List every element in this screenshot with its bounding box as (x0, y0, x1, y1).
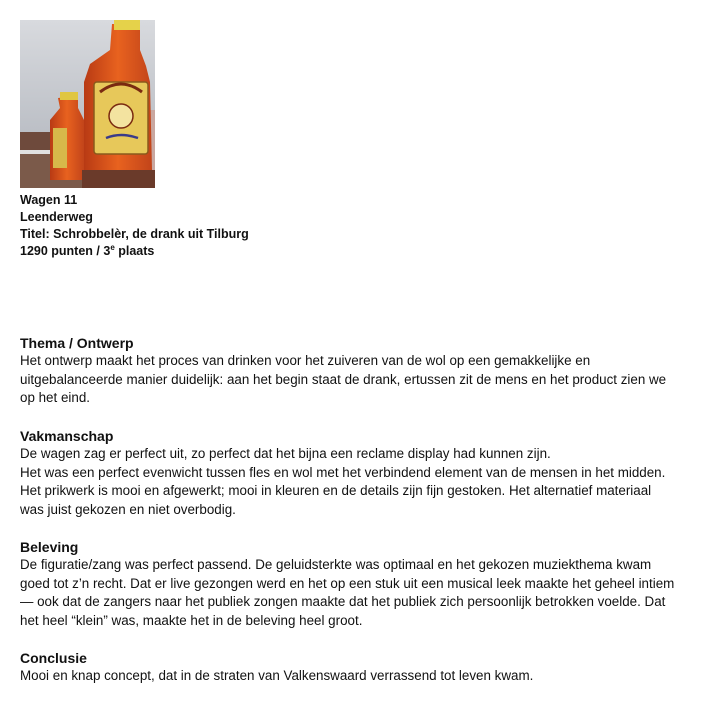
wagon-header (20, 192, 249, 260)
section-heading: Beleving (20, 539, 79, 555)
section-heading: Conclusie (20, 650, 87, 666)
section-beleving (20, 538, 685, 630)
section-conclusie (20, 649, 685, 686)
body-line: was juist gekozen en niet overbodig. (20, 501, 236, 517)
body-line: op het eind. (20, 390, 90, 405)
body-line: uitgebalanceerde manier duidelijk: aan het begin staat de drank, ertussen zit de mens en het product zien we (20, 371, 667, 387)
body-line: — ook dat de zangers naar het publiek zongen maakte dat het publiek zich persoonlijk betrokken voelde. Dat (20, 594, 666, 609)
wagon-street: Leenderweg (20, 210, 93, 224)
section-heading: Thema / Ontwerp (20, 335, 134, 351)
section-heading: Vakmanschap (20, 428, 114, 444)
body-line: De wagen zag er perfect uit, zo perfect dat het bijna een reclame display had kunnen zijn. (20, 446, 551, 461)
body-line: Het ontwerp maakt het proces van drinken voor het zuiveren van de wol op een gemakkelijke en (20, 353, 591, 368)
body-line: Het prikwerk is mooi en afgewerkt; mooi in kleuren en de details zijn fijn gestoken. Het alternatief materiaal (20, 483, 652, 498)
score-points: 1290 punten / 3 (20, 244, 111, 258)
section-body (20, 556, 685, 630)
wagon-score (20, 243, 249, 260)
body-line: goed tot z’n recht. Dat er live gezongen werd en het op een stuk uit een musical leek maakte het geheel intiem (20, 575, 675, 591)
section-thema-ontwerp (20, 334, 685, 408)
wagon-number: Wagen 11 (20, 193, 78, 207)
bottle-float-image (20, 20, 155, 188)
body-line: Het was een perfect evenwicht tussen fles en wol met het verbindend element van de mensen in het midden. (20, 464, 666, 480)
section-vakmanschap (20, 427, 685, 519)
float-photo (20, 20, 155, 188)
place-suffix: plaats (114, 244, 155, 258)
place-superscript: e (110, 243, 115, 252)
body-line: De figuratie/zang was perfect passend. De geluidsterkte was optimaal en het gekozen muziekthema kwam (20, 557, 652, 572)
section-body (20, 667, 685, 686)
section-body (20, 445, 685, 519)
body-line: Mooi en knap concept, dat in de straten van Valkenswaard verrassend tot leven kwam. (20, 668, 534, 683)
wagon-title: Titel: Schrobbelèr, de drank uit Tilburg (20, 227, 249, 241)
body-line: het heel “klein” was, maakte het in de beleving heel groot. (20, 612, 363, 628)
section-body (20, 352, 685, 408)
